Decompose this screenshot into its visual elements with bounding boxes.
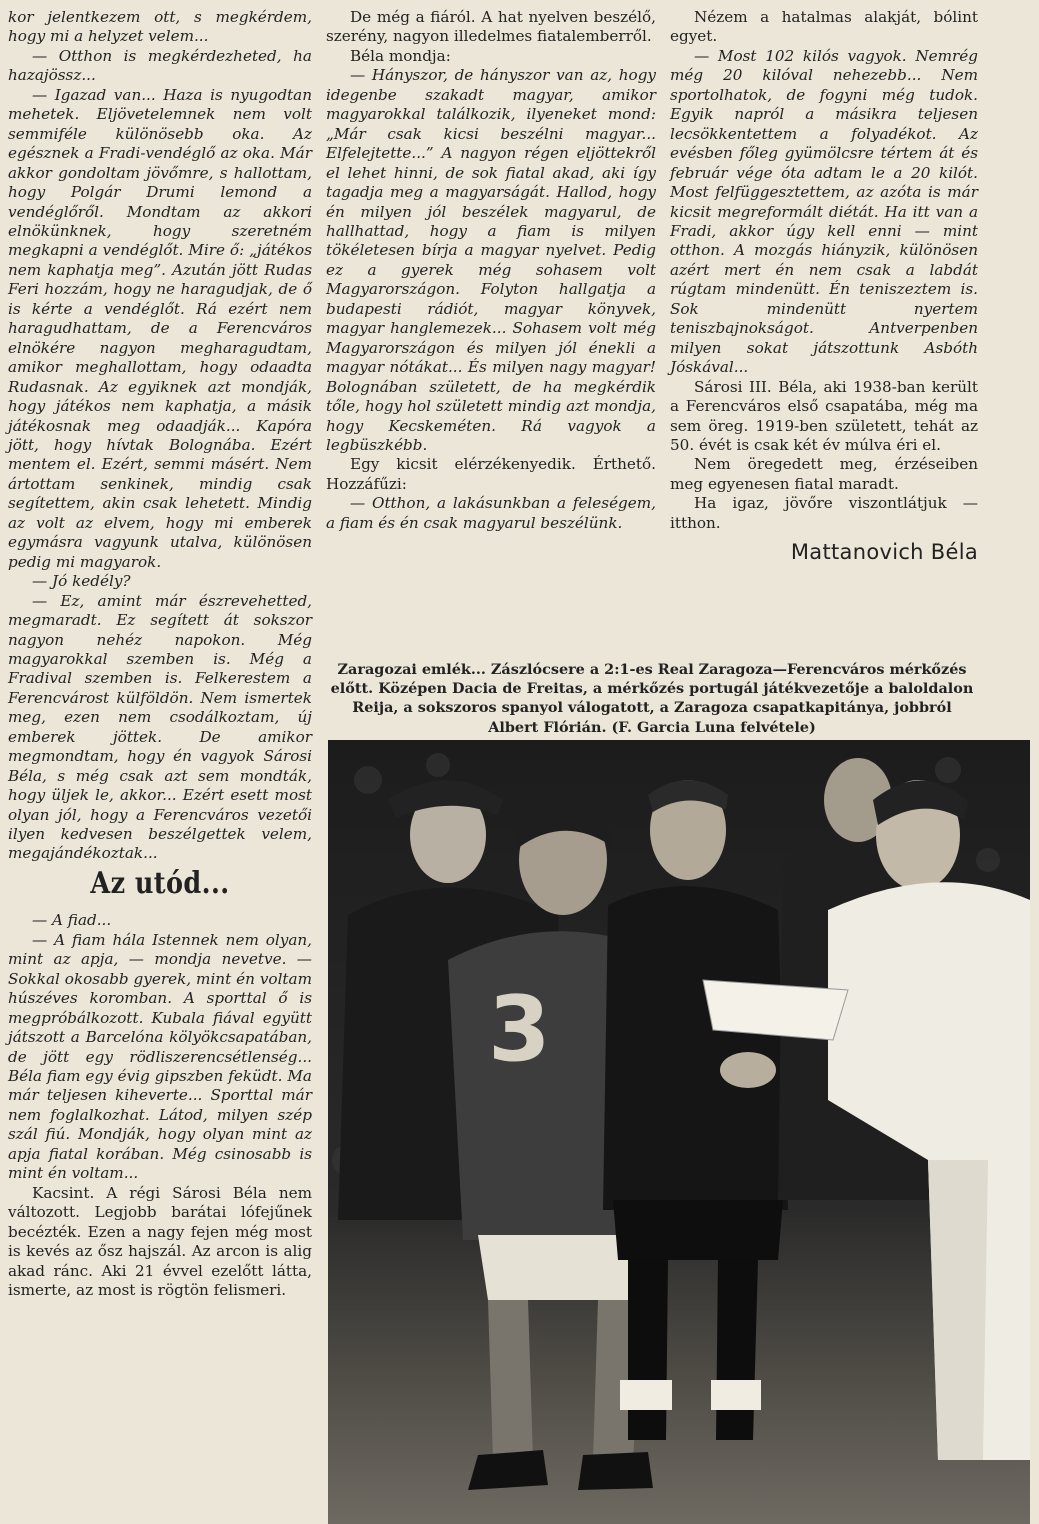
author-signature: Mattanovich Béla xyxy=(790,540,978,565)
article-column-1 xyxy=(8,8,312,1300)
article-paragraph: — Hányszor, de hányszor van az, hogy idegenbe szakadt magyar, amikor magyarokkal találkozik, ilyeneket mond: „Már csak kicsi beszélni magyar... Elfelejtette...” A nagyon régen eljöttekről el lehet hinni, de sok fiatal akad, aki így tagadja meg a magyarságát. Hallod, hogy én milyen jól beszélek magyarul, de hallhattad, hogy a fiam is milyen tökéletesen bírja a magyar nyelvet. Pedig ez a gyerek még sohasem volt Magyarországon. Folyton hallgatja a budapesti rádiót, magyar könyvek, magyar hanglemezek... Sohasem volt még Magyarországon és milyen jól énekli a magyar nótákat... És milyen nagy magyar! Bolognában született, de ha megkérdik tőle, hogy hol született mindig azt mondja, hogy Kecskeméten. Rá vagyok a legbüszkébb. xyxy=(326,66,656,454)
article-paragraph: Béla mondja: xyxy=(350,46,451,65)
article-paragraph: — A fiam hála Istennek nem olyan, mint az apja, — mondja nevetve. — Sokkal okosabb gyerek, mint én voltam húszéves koromban. A sporttal ő is megpróbálkozott. Kubala fiával együtt játszott a Barcelóna kölyökcsapatában, de jött egy rödliszerencsétlenség... Béla fiam egy évig gipszben feküdt. Ma már teljesen kiheverte... Sporttal már nem foglalkozhat. Látod, milyen szép szál fiú. Mondják, hogy olyan mint az apja fiatal korában. Még csinosabb is mint én voltam... xyxy=(8,930,312,1183)
article-paragraph: — Ez, amint már észrevehetted, megmaradt. Ez segített át sokszor nagyon nehéz napokon. Még magyarokkal szemben is. Még a Fradival szemben is. Felkerestem a Ferencvárost külföldön. Nem ismertek meg, ezen nem csodálkoztam, új emberek jöttek. De amikor megmondtam, hogy én vagyok Sárosi Béla, s még csak azt sem mondták, hogy üljek le, akkor... Ezért esett most olyan jól, hogy a Ferencváros vezetői ilyen kedvesen beszélgettek velem, megajándékoztak... xyxy=(8,591,312,863)
match-photo xyxy=(328,740,1030,1524)
article-paragraph: — Igazad van... Haza is nyugodtan mehetek. Eljövetelemnek nem volt semmiféle különösebb oka. Az egésznek a Fradi-vendéglő az oka. Már akkor gondoltam jövőmre, s hallottam, hogy Polgár Drumi lemond a vendéglőről. Mondtam az akkori elnökünknek, hogy szeretném megkapni a vendéglőt. Mire ő: „játékos nem kaphatja meg”. Azután jött Rudas Feri hozzám, hogy ne haragudjak, de ő is kérte a vendéglőt. Rá ezért nem haragudhattam, de a Ferencváros elnökére nagyon megharagudtam, amikor meghallottam, hogy odaadta Rudasnak. Az egyiknek azt mondják, hogy játékos nem kaphatja, a másik játékosnak meg odaadják... Kapóra jött, hogy hívtak Bolognába. Ezért mentem el. Ezért, semmi másért. Nem ártottam senkinek, mindig csak segítettem, akin csak lehetett. Mindig az volt az elvem, hogy mi emberek egymásra vagyunk utalva, különösen pedig mi magyarok. xyxy=(8,85,312,571)
match-photo-illustration xyxy=(328,740,1030,1524)
article-paragraph: Nézem a hatalmas alakját, bólint egyet. xyxy=(670,8,978,46)
photo-caption: Zaragozai emlék... Zászlócsere a 2:1-es Real Zaragoza—Ferencváros mérkőzés előtt. Középen Dacia de Freitas, a mérkőzés portugál játékvezetője a baloldalon Reija, a sokszoros spanyol válogatott, a Zaragoza csapatkapitánya, jobbról Albert Flórián. (F. Garcia Luna felvétele) xyxy=(330,661,974,736)
article-paragraph: — Otthon, a lakásunkban a feleségem, a fiam és én csak magyarul beszélünk. xyxy=(326,494,656,532)
article-paragraph: — A fiad... xyxy=(32,911,112,930)
article-paragraph: — Otthon is megkérdezheted, ha hazajössz... xyxy=(8,46,312,85)
article-paragraph: De még a fiáról. A hat nyelven beszélő, szerény, nagyon illedelmes fiatalemberről. xyxy=(326,8,656,46)
article-paragraph: — Jó kedély? xyxy=(32,572,131,591)
article-paragraph: Ha igaz, jövőre viszontlátjuk — itthon. xyxy=(670,494,978,532)
article-paragraph: Nem öregedett meg, érzéseiben meg egyenesen fiatal maradt. xyxy=(670,455,978,493)
article-paragraph: Sárosi III. Béla, aki 1938-ban került a Ferencváros első csapatába, még ma sem öreg. 1919-ben született, tehát az 50. évét is csak két év múlva éri el. xyxy=(670,377,978,454)
article-paragraph: kor jelentkezem ott, s megkérdem, hogy mi a helyzet velem... xyxy=(8,8,312,46)
article-paragraph: Kacsint. A régi Sárosi Béla nem változott. Legjobb barátai lófejűnek becézték. Ezen a nagy fejen még most is kevés az ősz hajszál. Az arcon is alig akad ránc. Aki 21 évvel ezelőtt látta, ismerte, az most is rögtön felismeri. xyxy=(8,1183,312,1299)
article-column-3 xyxy=(670,8,978,563)
article-paragraph: Egy kicsit elérzékenyedik. Érthető. Hozzáfűzi: xyxy=(326,455,656,493)
shirt-number: 3 xyxy=(488,977,551,1082)
article-column-2 xyxy=(326,8,656,533)
article-paragraph: — Most 102 kilós vagyok. Nemrég még 20 kilóval nehezebb... Nem sportolhatok, de fogyni még tudok. Egyik napról a másikra teljesen lecsökkentettem a folyadékot. Az evésben főleg gyümölcsre tértem át és február vége óta adtam le a 20 kilót. Most felfüggesztettem, az azóta is már kicsit megreformált diétát. Ha itt van a Fradi, akkor úgy kell enni — mint otthon. A mozgás hiányzik, különösen azért mert én nem csak a labdát rúgtam mindenütt. Én teniszeztem is. Sok mindenütt nyertem teniszbajnokságot. Antverpenben milyen sokat játszottunk Asbóth Jóskával... xyxy=(670,46,978,377)
section-heading: Az utód... xyxy=(90,865,230,901)
